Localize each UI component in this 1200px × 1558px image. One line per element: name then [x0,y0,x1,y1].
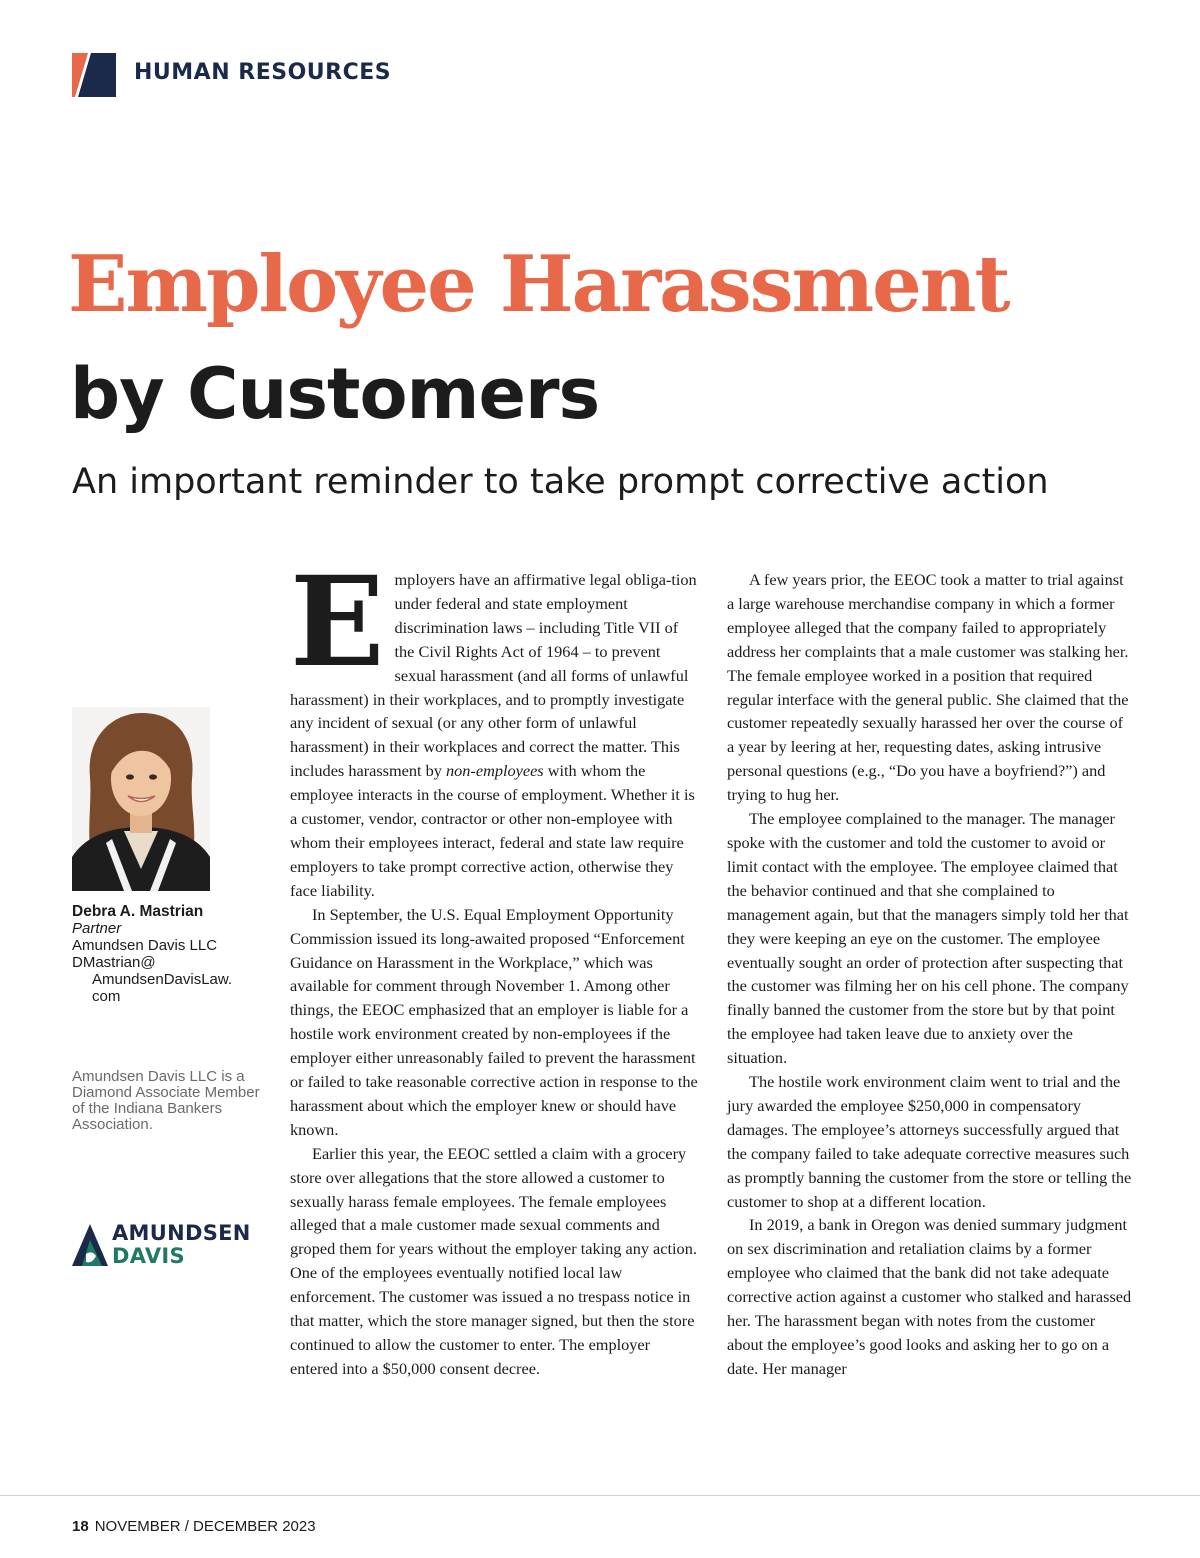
logo-text-line1: AMUNDSEN [112,1221,251,1245]
author-email-part: DMastrian@ [72,954,156,971]
body-paragraph: A few years prior, the EEOC took a matter to trial against a large warehouse merchandise company in which a former employee alleged that the company failed to appropriately address her complaints that a male customer was stalking her. The female employee worked in a position that required regular interface with the general public. She claimed that the customer repeatedly sexually harassed her over the course of a year by leering at her, requesting dates, asking intrusive personal questions (e.g., “Do you have a boyfriend?”) and trying to hug her. [727,570,1129,805]
article-title: Employee Harassment [68,239,1009,330]
body-text: with whom the employee interacts in the course of employment. Whether it is a customer, vendor, contractor or other non-employee with whom their employees interact, federal and state law require employers to take prompt corrective action, otherwise they face liability. [290,761,695,900]
author-info [72,903,262,1005]
author-role: Partner [72,920,122,937]
section-marker-icon [72,53,116,97]
author-photo [72,707,210,891]
body-paragraph: Earlier this year, the EEOC settled a claim with a grocery store over allegations that the store allowed a customer to sexually harass female employees. The female employees alleged that a male customer made sexual comments and groped them for years without the employer taking any action. One of the employees eventually notified local law enforcement. The customer was issued a no trespass notice in that matter, which the store manager signed, but then the store continued to allow the customer to enter. The employer entered into a $50,000 consent decree. [290,1143,697,1378]
page-number: 18 [72,1518,89,1535]
body-text-emphasis: non-employees [446,761,544,781]
page-footer [72,1518,316,1535]
body-text: mployers have an affirmative legal obliga-tion under federal and state employment discrimination laws – including Title VII of the Civil Rights Act of 1964 – to prevent sexual harassment (and all forms of unlawful harassment) in their workplaces, and to promptly investigate any incident of sexual (or any other form of unlawful harassment) in their workplaces and correct the matter. This includes harassment by [290,570,697,781]
body-paragraph: The hostile work environment claim went to trial and the jury awarded the employee $250,000 in compensatory damages. The employee’s attorneys successfully argued that the company failed to take adequate corrective measures such as promptly banning the customer from the store or telling the customer to shop at a different location. [727,1072,1132,1211]
article-title-line2: by Customers [70,353,600,435]
drop-cap: E [290,550,385,695]
logo-text-line2: DAVIS [112,1244,185,1268]
body-paragraph: In 2019, a bank in Oregon was denied summary judgment on sex discrimination and retaliation claims by a former employee who claimed that the bank did not take adequate corrective action against a customer who stalked and harassed her. The harassment began with notes from the customer about the employee’s good looks and asking her to go on a date. Her manager [727,1215,1132,1378]
author-name: Debra A. Mastrian [72,903,204,920]
body-column-1 [290,550,700,1381]
issue-date: NOVEMBER / DECEMBER 2023 [94,1518,316,1535]
body-paragraph [290,550,700,903]
footer-divider [0,1495,1200,1496]
body-paragraph: The employee complained to the manager. The manager spoke with the customer and told the customer to avoid or limit contact with the employee. The employee claimed that the behavior continued and that she complained to management again, but that the managers simply told her that they were keeping an eye on the customer. The employee eventually sought an order of protection after suspecting that the customer was filming her on his cell phone. The company finally banned the customer from the store but by that point the employee had taken leave due to anxiety over the situation. [727,809,1129,1068]
article-subtitle: An important reminder to take prompt corrective action [72,462,1049,502]
author-firm: Amundsen Davis LLC [72,937,218,954]
body-column-2 [727,568,1132,1381]
firm-logo [72,1222,262,1268]
firm-logo-icon [72,1224,108,1266]
affiliation-note: Amundsen Davis LLC is a Diamond Associate Member of the Indiana Bankers Association. [72,1068,260,1133]
section-title: HUMAN RESOURCES [134,60,392,85]
author-email[interactable] [72,954,262,1005]
author-email-part: com [92,988,121,1005]
body-paragraph: In September, the U.S. Equal Employment Opportunity Commission issued its long-awaited proposed “Enforcement Guidance on Harassment in the Workplace,” which was available for comment through November 1. Among other things, the EEOC emphasized that an employer is liable for a hostile work environment created by non-employees if the employer either unreasonably failed to prevent the harassment or failed to take reasonable corrective action in response to the harassment about which the employer knew or should have known. [290,904,698,1139]
author-email-part: AmundsenDavisLaw. [92,971,233,988]
